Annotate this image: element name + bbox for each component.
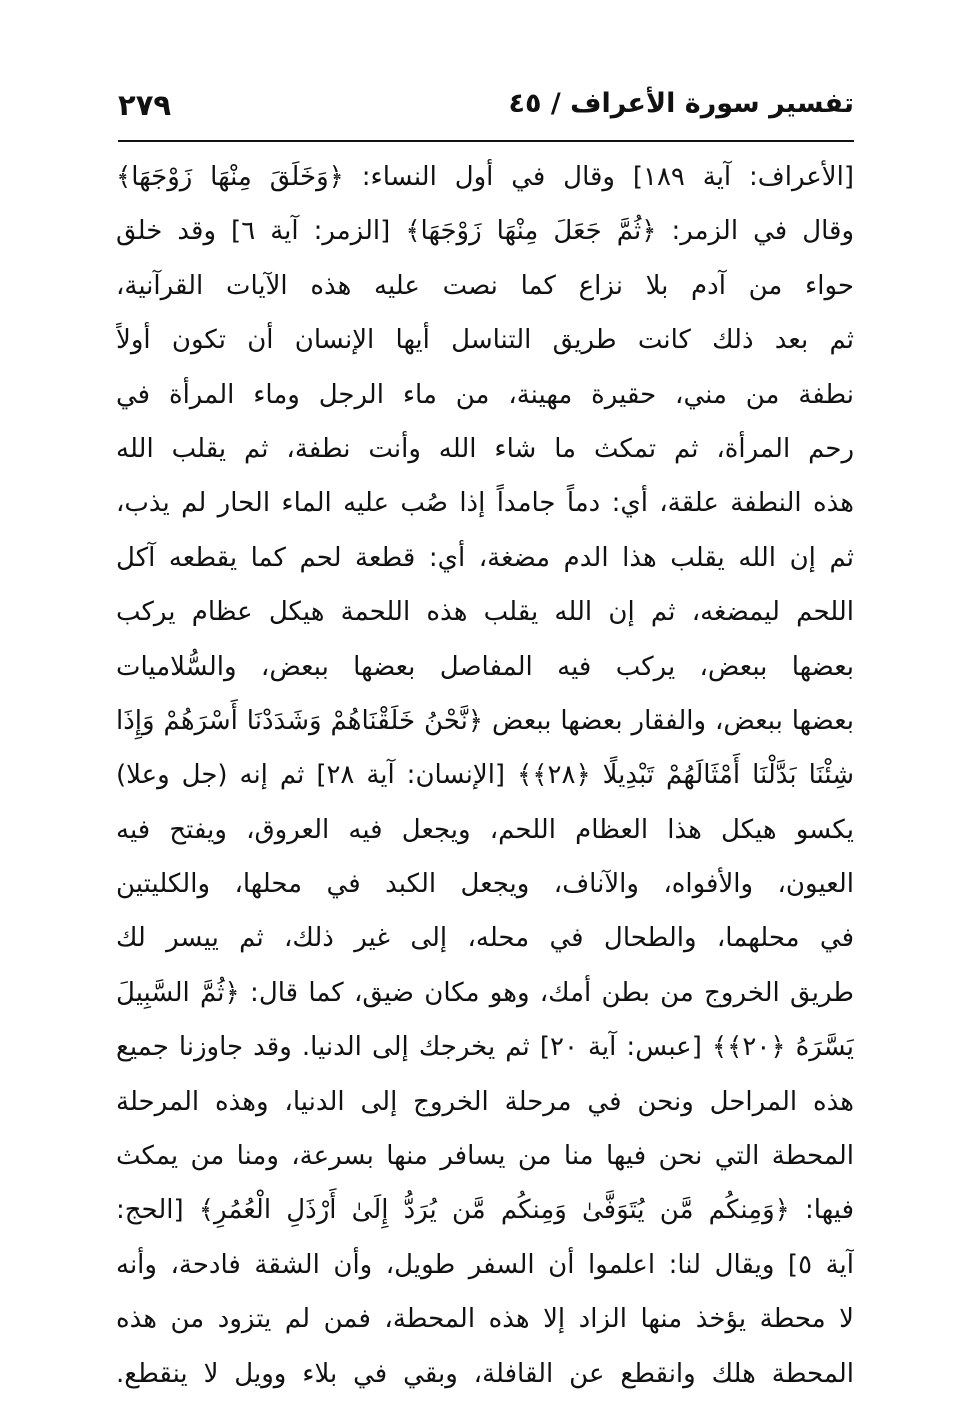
page-header [118, 86, 854, 134]
text-line: لا محطة يؤخذ منها الزاد إلا هذه المحطة، فمن لم يتزود من هذه [116, 1304, 854, 1335]
text-line: في محلهما، والطحال في محله، إلى غير ذلك، ثم ييسر لك [116, 923, 854, 954]
text-line: يكسو هيكل هذا العظام اللحم، ويجعل فيه العروق، ويفتح فيه [116, 814, 854, 845]
text-line: فيها: ﴿وَمِنكُم مَّن يُتَوَفَّىٰ وَمِنكُم مَّن يُرَدُّ إِلَىٰ أَرْذَلِ الْعُمُرِ﴾ [الحج: [116, 1195, 854, 1226]
text-line: شِئْنَا بَدَّلْنَا أَمْثَالَهُمْ تَبْدِيلًا ﴿٢٨﴾﴾ [الإنسان: آية ٢٨] ثم إنه (جل وعلا) [116, 760, 854, 791]
text-line: هذه المراحل ونحن في مرحلة الخروج إلى الدنيا، وهذه المرحلة [116, 1086, 854, 1117]
running-title: تفسير سورة الأعراف / ٤٥ [508, 88, 854, 119]
text-line: [الأعراف: آية ١٨٩] وقال في أول النساء: ﴿وَخَلَقَ مِنْهَا زَوْجَهَا﴾ [116, 162, 854, 192]
text-line: بعضها ببعض، يركب فيه المفاصل بعضها ببعض، والسُّلاميات [116, 651, 854, 682]
text-line: ثم بعد ذلك كانت طريق التناسل أيها الإنسان أن تكون أولاً [116, 325, 854, 356]
text-line: وقال في الزمر: ﴿ثُمَّ جَعَلَ مِنْهَا زَوْجَهَا﴾ [الزمر: آية ٦] وقد خلق [116, 216, 854, 247]
text-line: آية ٥] ويقال لنا: اعلموا أن السفر طويل، وأن الشقة فادحة، وأنه [116, 1249, 854, 1280]
text-line: بعضها ببعض، والفقار بعضها ببعض ﴿نَّحْنُ خَلَقْنَاهُمْ وَشَدَدْنَا أَسْرَهُمْ وَإِذَا [116, 705, 854, 736]
text-line: العيون، والأفواه، والآناف، ويجعل الكبد في محلها، والكليتين [116, 869, 854, 900]
text-line: نطفة من مني، حقيرة مهينة، من ماء الرجل وماء المرأة في [116, 379, 854, 410]
page-number: ٢٧٩ [118, 88, 172, 122]
text-line: طريق الخروج من بطن أمك، وهو مكان ضيق، كما قال: ﴿ثُمَّ السَّبِيلَ [116, 977, 854, 1008]
text-line: رحم المرأة، ثم تمكث ما شاء الله وأنت نطفة، ثم يقلب الله [116, 433, 854, 464]
header-rule [118, 140, 854, 142]
body-text [116, 150, 854, 1401]
text-line: يَسَّرَهُ ﴿٢٠﴾﴾ [عبس: آية ٢٠] ثم يخرجك إلى الدنيا. وقد جاوزنا جميع [116, 1032, 854, 1063]
text-line: المحطة هلك وانقطع عن القافلة، وبقي في بلاء وويل لا ينقطع. [116, 1358, 854, 1389]
text-line: هذه النطفة علقة، أي: دماً جامداً إذا صُب عليه الماء الحار لم يذب، [116, 488, 854, 519]
text-line: المحطة التي نحن فيها منا من يسافر منها بسرعة، ومنا من يمكث [116, 1141, 854, 1172]
text-line: حواء من آدم بلا نزاع كما نصت عليه هذه الآيات القرآنية، [116, 270, 854, 301]
text-line: اللحم ليمضغه، ثم إن الله يقلب هذه اللحمة هيكل عظام يركب [116, 597, 854, 628]
text-line: ثم إن الله يقلب هذا الدم مضغة، أي: قطعة لحم كما يقطعه آكل [116, 542, 854, 573]
